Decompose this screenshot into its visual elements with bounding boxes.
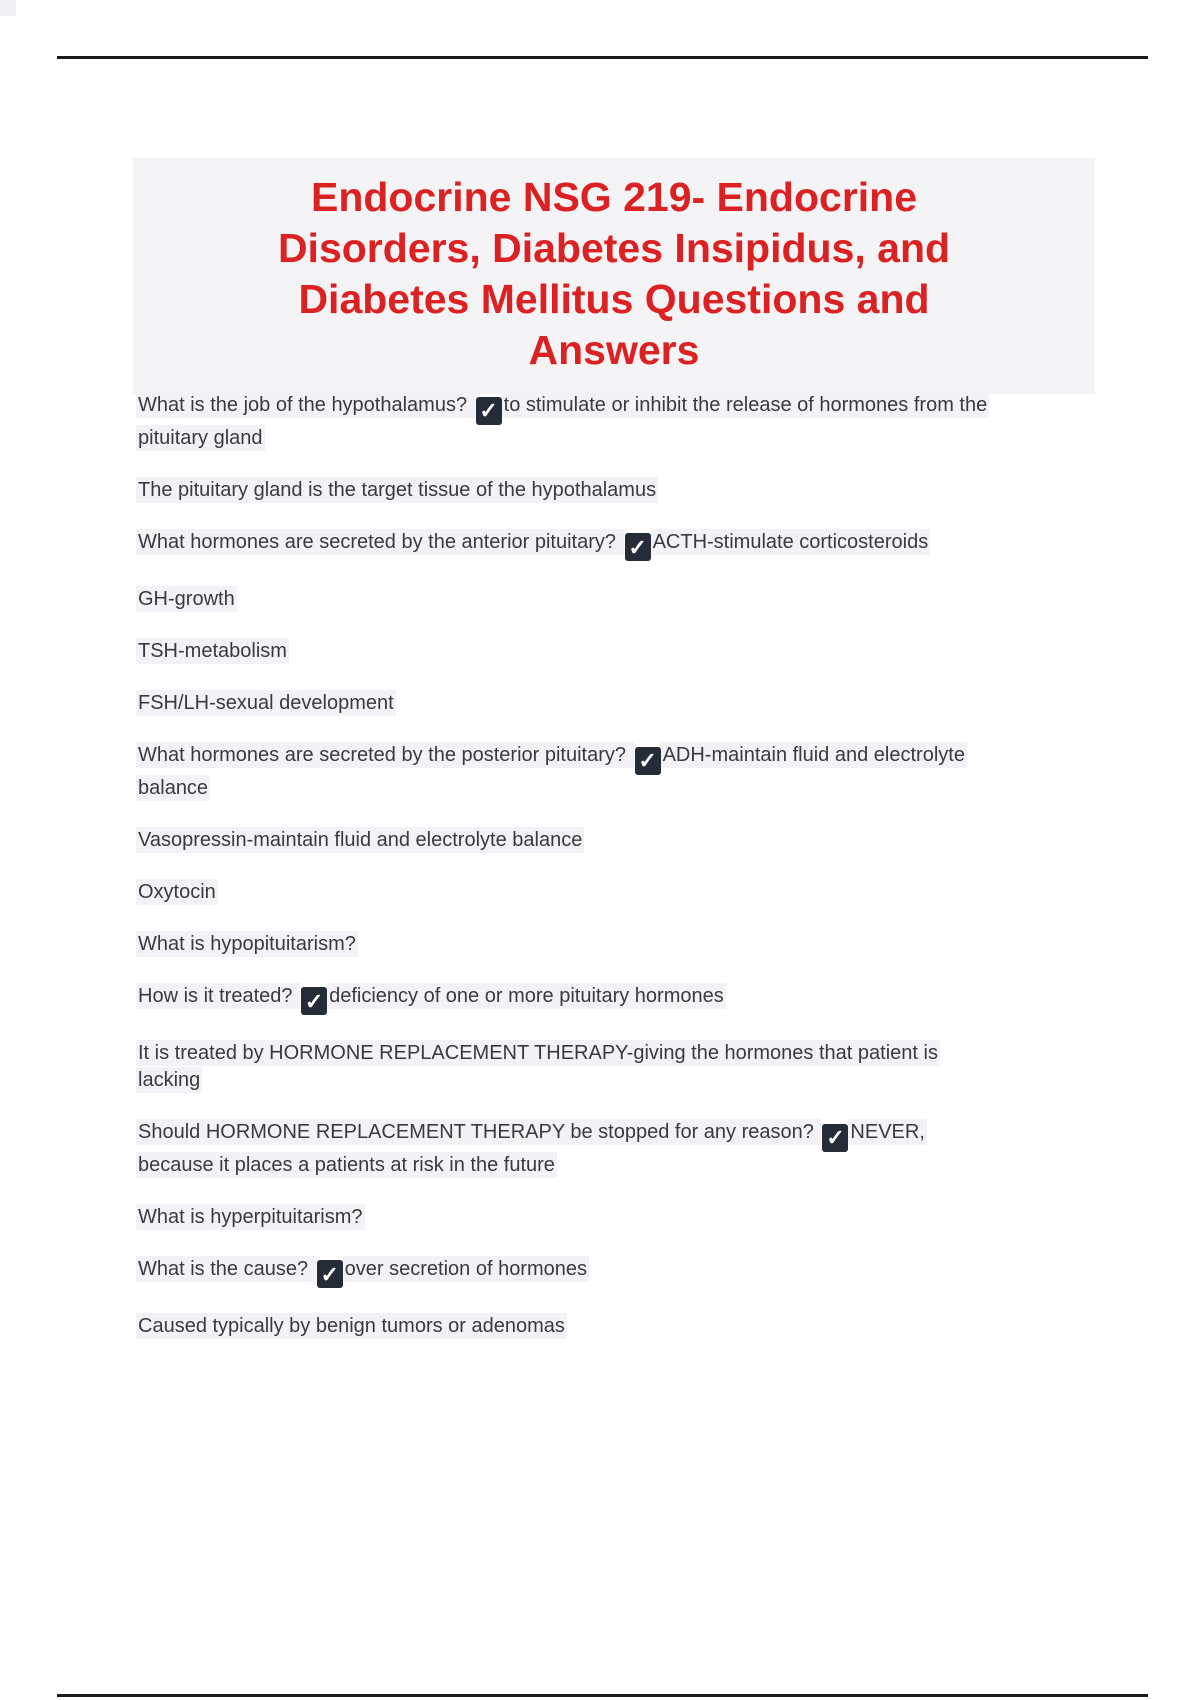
page-title: Endocrine NSG 219- Endocrine Disorders, Diabetes Insipidus, and Diabetes Mellitus Questions and Answers — [277, 174, 951, 373]
answer-text: over secretion of hormones — [344, 1257, 587, 1280]
qa-item — [136, 392, 994, 452]
statement-text: FSH/LH-sexual development — [138, 692, 394, 714]
qa-item — [136, 638, 994, 665]
answer-text: deficiency of one or more pituitary hormones — [329, 984, 724, 1007]
checkmark-icon: ✓ — [301, 987, 327, 1015]
qa-item — [136, 690, 994, 717]
statement-text: What is hyperpituitarism? — [138, 1205, 363, 1228]
question-text: What hormones are secreted by the anterior pituitary? — [138, 530, 622, 553]
question-text: How is it treated? — [138, 984, 299, 1007]
title-block — [133, 158, 1095, 394]
qa-item — [136, 742, 994, 802]
qa-item — [136, 1256, 994, 1289]
statement-text: TSH-metabolism — [138, 640, 287, 662]
answer-text: NEVER, because it places a patients at risk in the future — [138, 1121, 925, 1176]
statement-text: Oxytocin — [138, 880, 216, 903]
checkmark-icon: ✓ — [822, 1124, 848, 1152]
qa-item — [136, 1204, 994, 1231]
qa-item — [136, 827, 994, 854]
qa-item — [136, 1313, 994, 1340]
qa-item — [136, 983, 994, 1016]
checkmark-icon: ✓ — [625, 533, 651, 561]
statement-text: GH-growth — [138, 588, 235, 610]
answer-text: to stimulate or inhibit the release of hormones from the pituitary gland — [138, 394, 988, 449]
statement-text: The pituitary gland is the target tissue of the hypothalamus — [138, 478, 657, 501]
checkmark-icon: ✓ — [317, 1260, 343, 1288]
statement-text: Vasopressin-maintain fluid and electrolyte balance — [138, 828, 583, 851]
answer-text: ACTH-stimulate corticosteroids — [652, 530, 929, 553]
statement-text: What is hypopituitarism? — [138, 932, 356, 955]
qa-list — [136, 392, 994, 1365]
statement-text: It is treated by HORMONE REPLACEMENT THERAPY-giving the hormones that patient is lacking — [138, 1042, 938, 1091]
question-text: Should HORMONE REPLACEMENT THERAPY be stopped for any reason? — [138, 1121, 820, 1143]
question-text: What hormones are secreted by the posterior pituitary? — [138, 744, 632, 766]
answer-text: ADH-maintain fluid and electrolyte balance — [138, 744, 965, 799]
checkmark-icon: ✓ — [476, 397, 502, 425]
qa-item — [136, 586, 994, 613]
checkmark-icon: ✓ — [635, 747, 661, 775]
top-rule — [57, 56, 1148, 59]
qa-item — [136, 1119, 994, 1179]
question-text: What is the cause? — [138, 1257, 314, 1280]
bottom-rule — [57, 1694, 1148, 1697]
question-text: What is the job of the hypothalamus? — [138, 394, 473, 416]
qa-item — [136, 1040, 994, 1094]
qa-item — [136, 529, 994, 562]
qa-item — [136, 931, 994, 958]
qa-item — [136, 879, 994, 906]
qa-item — [136, 477, 994, 504]
statement-text: Caused typically by benign tumors or adenomas — [138, 1315, 565, 1337]
corner-artifact — [0, 0, 16, 16]
